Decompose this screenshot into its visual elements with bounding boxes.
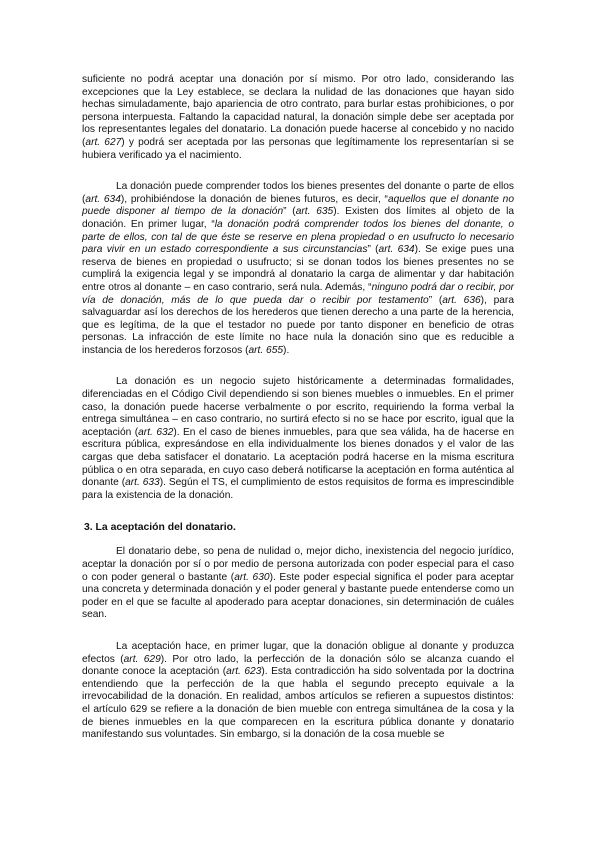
article-ref: art. 636 — [442, 294, 481, 306]
text: ). Según el TS, el cumplimiento de estos requisitos de forma es imprescindible para la existencia de la donación. — [82, 477, 514, 501]
article-ref: art. 634 — [378, 244, 415, 256]
quote: ninguno podrá dar o recibir, por vía de donación, más de lo que pueda dar o recibir por testamento — [82, 281, 514, 306]
paragraph-form — [82, 376, 514, 502]
text: ” ( — [428, 294, 443, 306]
paragraph-acceptance — [82, 546, 514, 622]
article-ref: art. 629 — [123, 653, 161, 665]
text: ). Existen dos límites al objeto de la donación. En primer lugar, “ — [82, 206, 514, 230]
article-ref: art. 623 — [226, 666, 262, 678]
text: ). Esta contradicción ha sido solventada por la doctrina entendiendo que la perfección de la que habla el segundo precepto equivale a la irrevocabilidad de la donación. En realidad, ambos artículos se refieren a supuestos distintos: el artículo 629 se refiere a la donación de bien mueble con entrega simultánea de la cosa y la de bienes inmuebles en la que comparecen en la escritura pública donante y donatario manifestando sus voluntades. Sin embargo, si la donación de la cosa mueble se — [82, 666, 514, 741]
article-ref: art. 655 — [248, 344, 284, 356]
text: ). Se exige pues una reserva de bienes en propiedad o usufructo; si se donan todos los bienes presentes no se cumplirá la exigencia legal y se impondrá al donatario la carga de alimentar y dar habitación entre otros al donante – en caso contrario, será nula. Además, “ — [82, 244, 514, 293]
text: ). En el caso de bienes inmuebles, para que sea válida, ha de hacerse en escritura pública, expresándose en ella individualmente los bienes donados y el valor de las cargas que deba satisfacer el donatario. La aceptación podrá hacerse en la misma escritura pública o en otra separada, en cuyo caso deberá notificarse la aceptación en forma auténtica al donante ( — [82, 426, 515, 489]
text: La donación es un negocio sujeto históricamente a determinadas formalidades, diferenciadas en el Código Civil dependiendo si son bienes muebles o inmuebles. En el primer caso, la donación puede hacerse verbalmente o por escrito, requiriendo la forma verbal la entrega simultánea – en caso contrario, no surtirá efecto si no se hace por escrito, igual que la aceptación ( — [82, 376, 514, 438]
text: El donatario debe, so pena de nulidad o, mejor dicho, inexistencia del negocio jurídico, aceptar la donación por sí o por medio de persona autorizada con poder especial para el caso o con poder general o bastante ( — [82, 546, 514, 583]
text: ). Por otro lado, la perfección de la donación sólo se alcanza cuando el donante conoce la aceptación ( — [82, 653, 514, 678]
paragraph-object — [82, 181, 514, 357]
text: ), prohibiéndose la donación de bienes futuros, es decir, “ — [120, 193, 388, 205]
article-ref: art. 633 — [125, 477, 160, 489]
quote: aquellos que el donante no puede disponer al tiempo de la donación — [82, 193, 514, 218]
paragraph-effects — [82, 641, 514, 742]
text: ” ( — [367, 244, 379, 256]
text: suficiente no podrá aceptar una donación por sí mismo. Por otro lado, considerando las excepciones que la Ley establece, se declara la nulidad de las donaciones que hayan sido hechas simuladamente, bajo apariencia de otro contrato, para burlar estas prohibiciones, o por persona interpuesta. Faltando la capacidad natural, la donación simple debe ser aceptada por los representantes legales del donatario. La donación puede hacerse al concebido y no nacido ( — [82, 74, 514, 148]
text: La aceptación hace, en primer lugar, que la donación obligue al donante y produzca efectos ( — [82, 640, 514, 665]
section-heading: 3. La aceptación del donatario. — [84, 522, 236, 534]
text: ). — [283, 344, 290, 356]
article-ref: art. 634 — [85, 193, 121, 205]
article-ref: art. 635 — [295, 206, 334, 218]
text: ) y podrá ser aceptada por las personas que legítimamente los representarían si se hubiera verificado ya el nacimiento. — [82, 136, 514, 161]
text: ), para salvaguardar así los derechos de los herederos que tienen derecho a una parte de la herencia, que es legítima, de la que el testador no puede por tanto disponer en beneficio de otras personas. La infracción de este límite no hace nula la donación sino que es reducible a instancia de los herederos forzosos ( — [82, 294, 514, 356]
text: ). Este poder especial significa el poder para aceptar una concreta y determinada donación y el poder general y bastante puede entenderse como un poder en el que se faculte al apoderado para aceptar donaciones, sin determinación de cuáles sean. — [82, 571, 514, 621]
article-ref: art. 627 — [85, 136, 122, 148]
paragraph-capacity — [82, 74, 514, 162]
article-ref: art. 630 — [234, 571, 270, 583]
text: La donación puede comprender todos los bienes presentes del donante o parte de ellos ( — [82, 181, 514, 205]
quote: la donación podrá comprender todos los bienes del donante, o parte de ellos, con tal de que éste se reserve en plena propiedad o en usufructo lo necesario para vivir en un estado correspondiente a sus circunstancias — [82, 218, 514, 256]
text: ” ( — [283, 206, 296, 218]
article-ref: art. 632 — [138, 426, 174, 438]
